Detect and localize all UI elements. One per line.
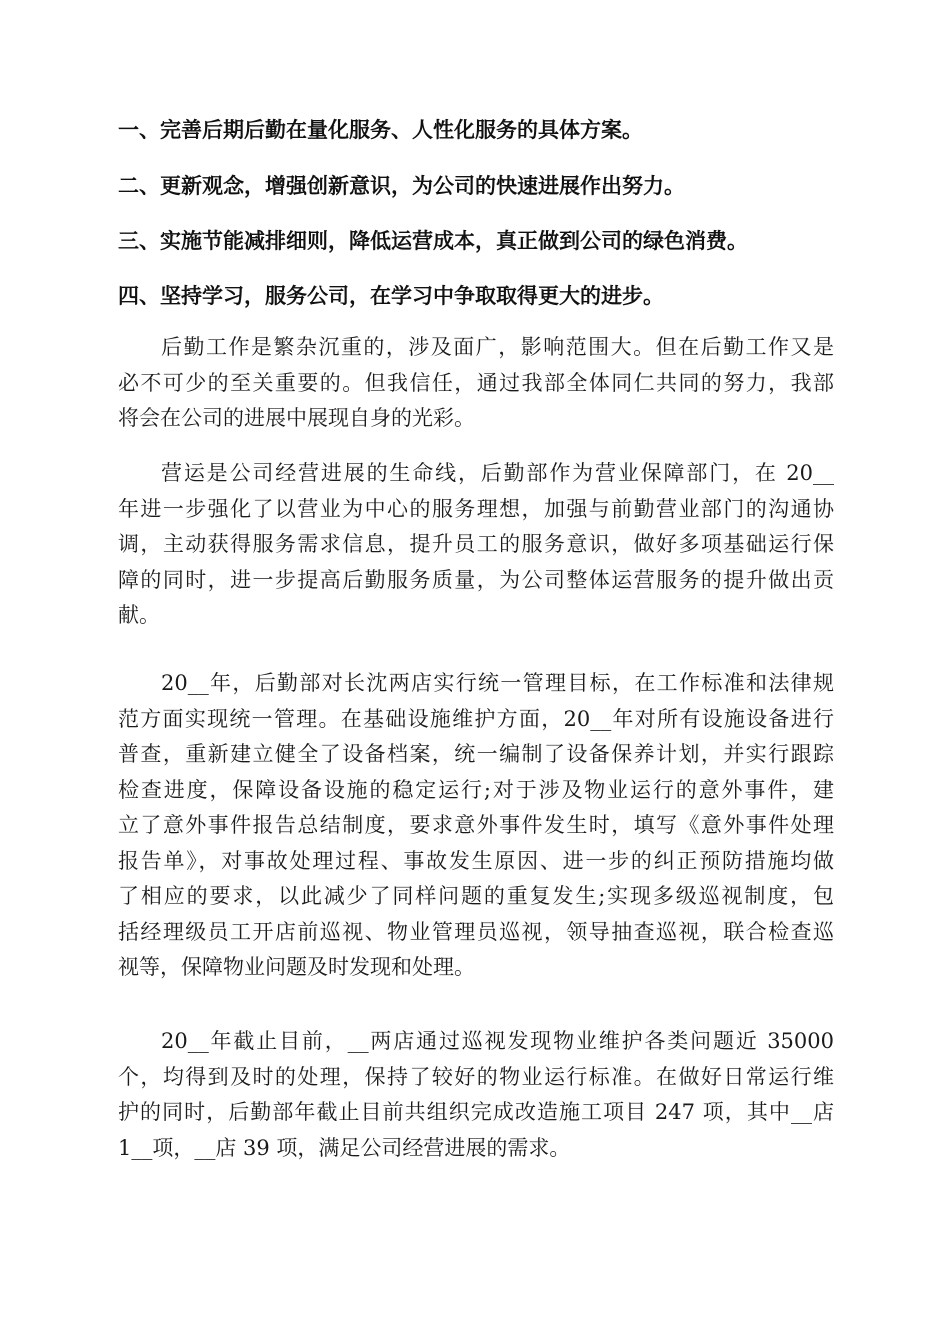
paragraph-line: 护的同时，后勤部年截止目前共组织完成改造施工项目 247 项，其中__店 bbox=[118, 1100, 834, 1124]
paragraph-line: 调，主动获得服务需求信息，提升员工的服务意识，做好多项基础运行保 bbox=[118, 532, 834, 556]
paragraph-line: 20__年截止目前，__两店通过巡视发现物业维护各类问题近 35000 bbox=[161, 1029, 834, 1053]
paragraph-line: 后勤工作是繁杂沉重的，涉及面广，影响范围大。但在后勤工作又是 bbox=[161, 335, 834, 359]
paragraph-line: 20__年，后勤部对长沈两店实行统一管理目标，在工作标准和法律规 bbox=[161, 671, 834, 695]
paragraph-1 bbox=[118, 330, 834, 437]
paragraph-line: 障的同时，进一步提高后勤服务质量，为公司整体运营服务的提升做出贡 bbox=[118, 567, 834, 592]
paragraph-line: 视等，保障物业问题及时发现和处理。 bbox=[118, 955, 475, 979]
paragraph-3 bbox=[118, 666, 834, 986]
paragraph-line: 年进一步强化了以营业为中心的服务理想，加强与前勤营业部门的沟通协 bbox=[118, 496, 834, 521]
paragraph-line: 了相应的要求，以此减少了同样问题的重复发生;实现多级巡视制度，包 bbox=[118, 884, 834, 908]
heading-4: 四、坚持学习，服务公司，在学习中争取取得更大的进步。 bbox=[118, 284, 664, 308]
paragraph-line: 营运是公司经营进展的生命线，后勤部作为营业保障部门，在 20__ bbox=[161, 461, 834, 485]
paragraph-line: 报告单》，对事故处理过程、事故发生原因、进一步的纠正预防措施均做 bbox=[118, 848, 834, 873]
heading-3: 三、实施节能减排细则，降低运营成本，真正做到公司的绿色消费。 bbox=[118, 229, 748, 253]
heading-2: 二、更新观念，增强创新意识，为公司的快速进展作出努力。 bbox=[118, 174, 685, 198]
paragraph-line: 普查，重新建立健全了设备档案，统一编制了设备保养计划，并实行跟踪 bbox=[118, 742, 834, 766]
paragraph-line: 必不可少的至关重要的。但我信任，通过我部全体同仁共同的努力，我部 bbox=[118, 370, 834, 395]
paragraph-line: 1__项，__店 39 项，满足公司经营进展的需求。 bbox=[118, 1135, 571, 1160]
paragraph-line: 检查进度，保障设备设施的稳定运行;对于涉及物业运行的意外事件，建 bbox=[118, 777, 834, 802]
paragraph-line: 献。 bbox=[118, 603, 160, 627]
paragraph-line: 个，均得到及时的处理，保持了较好的物业运行标准。在做好日常运行维 bbox=[118, 1064, 834, 1089]
paragraph-line: 立了意外事件报告总结制度，要求意外事件发生时，填写《意外事件处理 bbox=[118, 813, 834, 837]
paragraph-line: 括经理级员工开店前巡视、物业管理员巡视，领导抽查巡视，联合检查巡 bbox=[118, 919, 834, 944]
paragraph-2 bbox=[118, 456, 834, 634]
paragraph-line: 范方面实现统一管理。在基础设施维护方面，20__年对所有设施设备进行 bbox=[118, 706, 834, 731]
paragraph-4 bbox=[118, 1024, 834, 1166]
paragraph-line: 将会在公司的进展中展现自身的光彩。 bbox=[118, 406, 475, 430]
heading-1: 一、完善后期后勤在量化服务、人性化服务的具体方案。 bbox=[118, 118, 643, 142]
